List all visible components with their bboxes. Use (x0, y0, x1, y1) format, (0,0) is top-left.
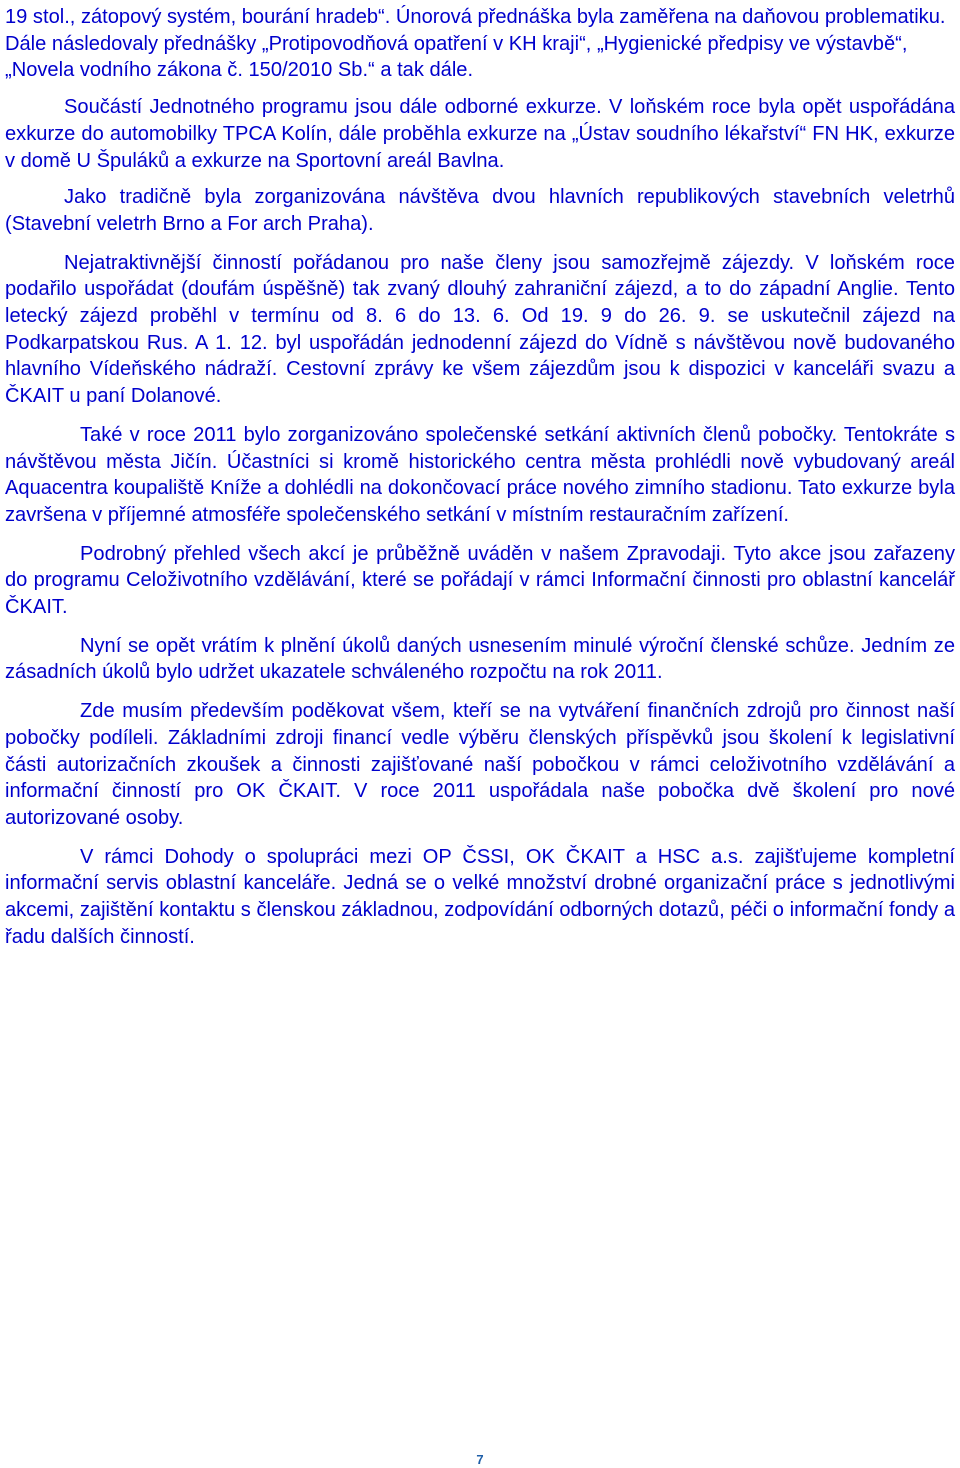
document-body (5, 4, 955, 963)
paragraph-financing: Zde musím především poděkovat všem, kteří se na vytváření finančních zdrojů pro činnost naší pobočky podíleli. Základními zdroji financí vedle výběru členských příspěvků jsou školení k legislativní části autorizačních zkoušek a činnosti zajišťované naší pobočkou v rámci celoživotního vzdělávání a informační činností pro OK ČKAIT. V roce 2011 uspořádala naše pobočka dvě školení pro nové autorizované osoby. (5, 700, 955, 829)
paragraph-cooperation: V rámci Dohody o spolupráci mezi OP ČSSI, OK ČKAIT a HSC a.s. zajišťujeme kompletní informační servis oblastní kanceláře. Jedná se o velké množství drobné organizační práce s jednotlivými akcemi, zajištění kontaktu s členskou základnou, zodpovídání odborných dotazů, péči o informační fondy a řadu dalších činností. (5, 845, 955, 948)
paragraph-excursions: Součástí Jednotného programu jsou dále odborné exkurze. V loňském roce byla opět uspořádána exkurze do automobilky TPCA Kolín, dále proběhla exkurze na „Ústav soudního lékařství“ FN HK, exkurze v domě U Špuláků a exkurze na Sportovní areál Bavlna. (5, 96, 955, 172)
paragraph-overview: Podrobný přehled všech akcí je průběžně uváděn v našem Zpravodaji. Tyto akce jsou zařazeny do programu Celoživotního vzdělávání, které se pořádají v rámci Informační činnosti pro oblastní kancelář ČKAIT. (5, 542, 955, 619)
paragraph-lectures: 19 stol., zátopový systém, bourání hradeb“. Únorová přednáška byla zaměřena na daňovou problematiku. Dále následovaly přednášky „Protipovodňová opatření v KH kraji“, „Hygienické předpisy ve výstavbě“, „Novela vodního zákona č. 150/2010 Sb.“ a tak dále. (5, 6, 946, 82)
paragraph-trips: Nejatraktivnější činností pořádanou pro naše členy jsou samozřejmě zájezdy. V loňském roce podařilo uspořádat (doufám úspěšně) tak zvaný dlouhý zahraniční zájezd, a to do západní Anglie. Tento letecký zájezd proběhl v termínu od 8. 6 do 13. 6. Od 19. 9 do 26. 9. se uskutečnil zájezd na Podkarpatskou Rus. A 1. 12. byl uspořádán jednodenní zájezd do Vídně s návštěvou nově budovaného hlavního Vídeňského nádraží. Cestovní zprávy ke všem zájezdům jsou k dispozici v kanceláři svazu a ČKAIT u paní Dolanové. (5, 251, 955, 408)
paragraph-social-meeting: Také v roce 2011 bylo zorganizováno společenské setkání aktivních členů pobočky. Tentokráte s návštěvou města Jičín. Účastníci si kromě historického centra města prohlédli nově vybudovaný areál Aquacentra koupaliště Knížе a dohlédli na dokončovací práce nového zimního stadionu. Tato exkurze byla završena v příjemné atmosféře společenského setkání v místním restauračním zařízení. (5, 423, 955, 526)
paragraph-trade-fairs: Jako tradičně byla zorganizována návštěva dvou hlavních republikových stavebních veletrhů (Stavební veletrh Brno a For arch Praha). (5, 186, 955, 235)
page-number: 7 (476, 1452, 484, 1467)
paragraph-tasks: Nyní se opět vrátím k plnění úkolů daných usnesením minulé výroční členské schůze. Jedním ze zásadních úkolů bylo udržet ukazatele schváleného rozpočtu na rok 2011. (5, 634, 955, 684)
